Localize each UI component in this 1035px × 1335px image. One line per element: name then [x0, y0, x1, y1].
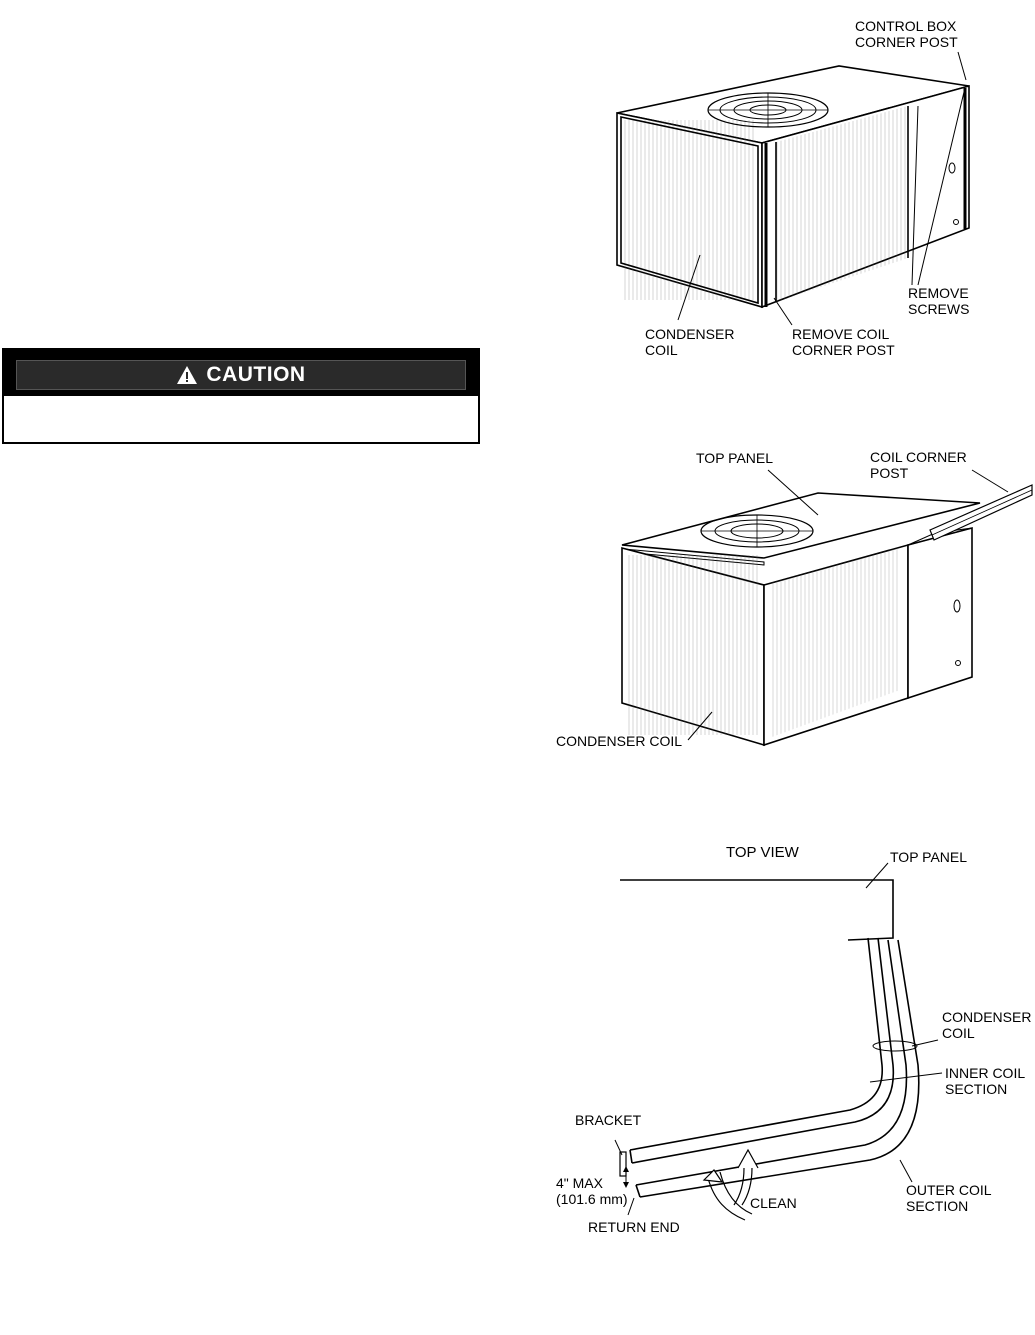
label-control-box-corner-post: CONTROL BOX CORNER POST	[855, 18, 958, 50]
label-condenser-coil-2: CONDENSER COIL	[556, 733, 683, 749]
label-4in-max: 4" MAX (101.6 mm)	[556, 1175, 628, 1207]
label-top-panel-3: TOP PANEL	[890, 849, 968, 865]
label-top-panel-2: TOP PANEL	[696, 450, 774, 466]
label-top-view: TOP VIEW	[726, 844, 799, 861]
label-condenser-coil-3: CONDENSER COIL	[942, 1009, 1032, 1041]
label-inner-coil-section: INNER COIL SECTION	[945, 1065, 1026, 1097]
label-remove-coil-corner-post: REMOVE COIL CORNER POST	[792, 326, 895, 358]
caution-title: CAUTION	[206, 363, 306, 386]
label-condenser-coil-1: CONDENSER COIL	[645, 326, 735, 358]
label-bracket: BRACKET	[575, 1112, 642, 1128]
figure-3-top-view	[615, 863, 942, 1220]
label-coil-corner-post: COIL CORNER POST	[870, 449, 967, 481]
label-outer-coil-section: OUTER COIL SECTION	[906, 1182, 992, 1214]
label-clean: CLEAN	[750, 1195, 797, 1211]
label-return-end: RETURN END	[588, 1219, 680, 1235]
label-remove-screws: REMOVE SCREWS	[908, 285, 970, 317]
figure-2-unit	[622, 470, 1032, 745]
